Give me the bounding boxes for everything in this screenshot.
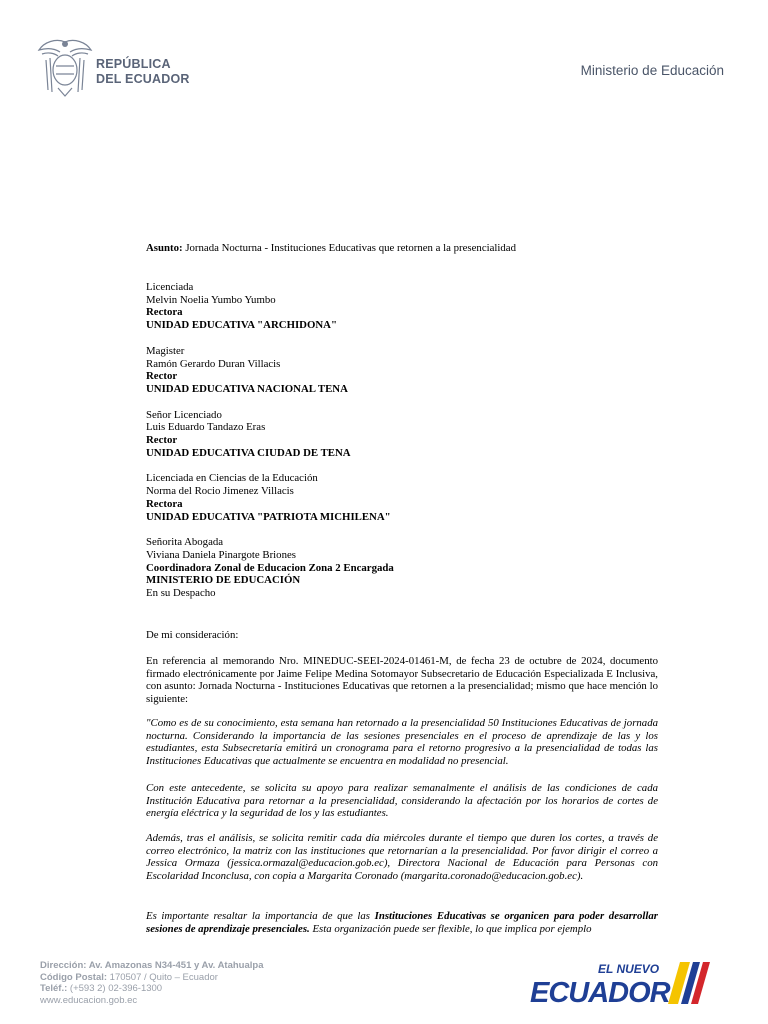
- recipients-list: [146, 281, 658, 613]
- recipient-name: Luis Eduardo Tandazo Eras: [146, 421, 266, 434]
- brand-main-text: ECUADOR: [530, 977, 670, 1009]
- recipient-role: Rector: [146, 434, 178, 447]
- paragraph-text: Esta organización puede ser flexible, lo que implica por ejemplo: [309, 922, 592, 935]
- footer-postal-label: Código Postal:: [40, 971, 108, 983]
- paragraph-text: Es importante resaltar la importancia de que las: [146, 910, 375, 922]
- recipient-org: UNIDAD EDUCATIVA NACIONAL TENA: [146, 382, 348, 395]
- recipient-role: Rector: [146, 370, 178, 383]
- recipient-block: [146, 409, 658, 460]
- recipient-name: Viviana Daniela Pinargote Briones: [146, 548, 296, 561]
- footer-address-line: Dirección: Av. Amazonas N34-451 y Av. Atahualpa: [40, 960, 264, 971]
- el-nuevo-ecuador-logo: [530, 958, 720, 1010]
- recipient-block: [146, 281, 658, 332]
- paragraph-quote: "Como es de su conocimiento, esta semana han retornado a la presencialidad 50 Instituciones Educativas de jornada nocturna. Considerando la importancia de las sesiones presenciales en el proceso de aprendizaje de las y los estudiantes, esta Subsecretaría emitirá un cronograma para el retorno progresivo a la presencialidad de todas las Instituciones Educativas que actualmente se encuentra en modalidad no presencial.: [146, 717, 658, 768]
- paragraph-reference: En referencia al memorando Nro. MINEDUC-SEEI-2024-01461-M, de fecha 23 de octubre de 2024, documento firmado electrónicamente por Jaime Felipe Medina Sotomayor Subsecretario de Educación Especializada E Inclusiva, con asunto: Jornada Nocturna - Instituciones Educativas que retornen a la presencialidad; mismo que hace mención lo siguiente:: [146, 655, 658, 706]
- footer-phone-label: Teléf.:: [40, 983, 68, 994]
- ministry-name: Ministerio de Educación: [580, 63, 724, 78]
- paragraph-emphasis: Instituciones Educativas se organicen para poder desarrollar sesiones de aprendizaje presenciales.: [146, 910, 658, 935]
- recipient-block: [146, 536, 658, 600]
- recipient-block: [146, 472, 658, 523]
- recipient-role: Rectora: [146, 306, 183, 319]
- recipient-title: Señor Licenciado: [146, 408, 222, 421]
- recipient-role: Coordinadora Zonal de Educacion Zona 2 Encargada: [146, 561, 394, 574]
- recipient-title: Señorita Abogada: [146, 536, 224, 549]
- footer-website[interactable]: www.educacion.gob.ec: [40, 994, 138, 1006]
- paragraph-importance: [146, 910, 658, 935]
- recipient-org: MINISTERIO DE EDUCACIÓN: [146, 574, 301, 587]
- recipient-name: Norma del Rocio Jimenez Villacis: [146, 485, 294, 498]
- footer-address: [40, 960, 264, 1006]
- subject-line: [146, 242, 658, 255]
- footer-phone-value: (+593 2) 02-396-1300: [67, 983, 163, 994]
- recipient-title: Licenciada en Ciencias de la Educación: [146, 472, 318, 485]
- recipient-org: UNIDAD EDUCATIVA "PATRIOTA MICHILENA": [146, 510, 391, 523]
- recipient-name: Melvin Noelia Yumbo Yumbo: [146, 293, 276, 306]
- paragraph-instructions: Además, tras el análisis, se solicita remitir cada día miércoles durante el tiempo que duren los cortes, a través de correo electrónico, la matriz con las instituciones que retornarían a la presencialidad. Por favor dirigir el correo a Jessica Ormaza (jessica.ormazal@educacion.gob.ec), Directora Nacional de Educación para Personas con Escolaridad Inconclusa, con copia a Margarita Coronado (margarita.coronado@educacion.gob.ec).: [146, 832, 658, 883]
- recipient-role: Rectora: [146, 497, 183, 510]
- subject-label: Asunto:: [146, 242, 183, 254]
- recipient-name: Ramón Gerardo Duran Villacis: [146, 357, 281, 370]
- footer-postal: [40, 972, 264, 984]
- recipient-org: UNIDAD EDUCATIVA CIUDAD DE TENA: [146, 446, 351, 459]
- recipient-block: [146, 345, 658, 396]
- salutation: De mi consideración:: [146, 629, 239, 641]
- ecuador-coat-of-arms-icon: [36, 36, 94, 98]
- recipient-org: UNIDAD EDUCATIVA "ARCHIDONA": [146, 319, 337, 332]
- recipient-title: Magister: [146, 344, 185, 357]
- subject-text: Jornada Nocturna - Instituciones Educativas que retornen a la presencialidad: [185, 242, 516, 254]
- footer-postal-value: 170507 / Quito – Ecuador: [107, 971, 218, 983]
- republic-wordmark: REPÚBLICA DEL ECUADOR: [96, 57, 190, 86]
- brand-top-text: EL NUEVO: [598, 962, 660, 976]
- recipient-extra: En su Despacho: [146, 587, 216, 600]
- footer-phone: [40, 983, 264, 995]
- paragraph-request: Con este antecedente, se solicita su apoyo para realizar semanalmente el análisis de las condiciones de cada Institución Educativa para retornar a la presencialidad, considerando la afectación por los horarios de cortes de energía eléctrica y la seguridad de los y las estudiantes.: [146, 782, 658, 820]
- recipient-title: Licenciada: [146, 281, 194, 293]
